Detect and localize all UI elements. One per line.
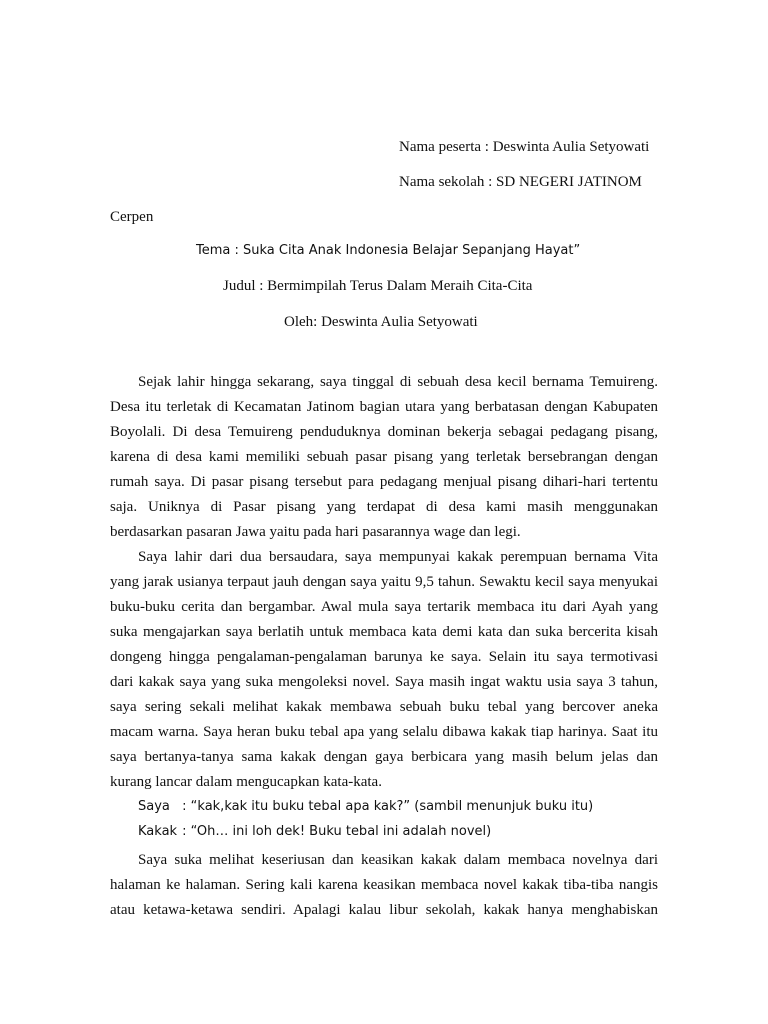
paragraph-2-line: macam warna. Saya heran buku tebal apa yang selalu dibawa kakak tiap harinya. Saat itu <box>110 724 658 740</box>
paragraph-1-line: rumah saya. Di pasar pisang tersebut para pedagang menjual pisang dihari-hari tertentu <box>110 474 658 490</box>
paragraph-1-line: berdasarkan pasaran Jawa yaitu pada hari pasarannya wage dan legi. <box>110 524 521 540</box>
genre-label: Cerpen <box>110 209 154 225</box>
paragraph-1-line: karena di desa kami memiliki sebuah pasar pisang yang terletak bersebrangan dengan <box>110 449 658 465</box>
paragraph-1-line: Desa itu terletak di Kecamatan Jatinom bagian utara yang berbatasan dengan Kabupaten <box>110 399 658 415</box>
paragraph-2-line: saya bertanya-tanya sama kakak dengan gaya berbicara yang masih belum jelas dan <box>110 749 658 765</box>
paragraph-2-line: kurang lancar dalam mengucapkan kata-kata. <box>110 774 382 790</box>
participant-name: Nama peserta : Deswinta Aulia Setyowati <box>399 139 650 155</box>
paragraph-3-line: atau ketawa-ketawa sendiri. Apalagi kalau libur sekolah, kakak hanya menghabiskan <box>110 902 658 918</box>
paragraph-1-line: Sejak lahir hingga sekarang, saya tinggal di sebuah desa kecil bernama Temuireng. <box>138 374 658 390</box>
paragraph-2-line: Saya lahir dari dua bersaudara, saya mempunyai kakak perempuan bernama Vita <box>138 549 658 565</box>
paragraph-2-line: dongeng hingga pengalaman-pengalaman barunya ke saya. Selain itu saya termotivasi <box>110 649 658 665</box>
dialog-line <box>138 822 491 842</box>
dialog-line <box>138 797 593 817</box>
paragraph-2-line: saya sering sekali melihat kakak membawa sebuah buku tebal yang bercover aneka <box>110 699 658 715</box>
paragraph-2-line: suka mengajarkan saya berlatih untuk membaca kata demi kata dan suka bercerita kisah <box>110 624 658 640</box>
paragraph-2-line: yang jarak usianya terpaut jauh dengan saya yaitu 9,5 tahun. Sewaktu kecil saya menyukai <box>110 574 658 590</box>
theme-line: Tema : Suka Cita Anak Indonesia Belajar Sepanjang Hayat” <box>196 243 581 258</box>
author-line: Oleh: Deswinta Aulia Setyowati <box>284 314 478 330</box>
dialog-text: : “kak,kak itu buku tebal apa kak?” (sambil menunjuk buku itu) <box>182 799 594 814</box>
paragraph-3-line: halaman ke halaman. Sering kali karena keasikan membaca novel kakak tiba-tiba nangis <box>110 877 658 893</box>
paragraph-3-line: Saya suka melihat keseriusan dan keasikan kakak dalam membaca novelnya dari <box>138 852 658 868</box>
dialog-text: : “Oh… ini loh dek! Buku tebal ini adalah novel) <box>182 824 492 839</box>
paragraph-2-line: dari kakak saya yang suka mengoleksi novel. Saya masih ingat waktu usia saya 3 tahun, <box>110 674 658 690</box>
dialog-speaker: Kakak <box>138 824 178 839</box>
paragraph-2-line: buku-buku cerita dan bergambar. Awal mula saya tertarik membaca itu dari Ayah yang <box>110 599 658 615</box>
school-name: Nama sekolah : SD NEGERI JATINOM <box>399 174 642 190</box>
paragraph-1-line: Boyolali. Di desa Temuireng penduduknya dominan bekerja sebagai pedagang pisang, <box>110 424 658 440</box>
dialog-speaker: Saya <box>138 799 170 814</box>
paragraph-1-line: saja. Uniknya di Pasar pisang yang terdapat di desa kami masih menggunakan <box>110 499 658 515</box>
story-title: Judul : Bermimpilah Terus Dalam Meraih Cita-Cita <box>223 278 533 294</box>
